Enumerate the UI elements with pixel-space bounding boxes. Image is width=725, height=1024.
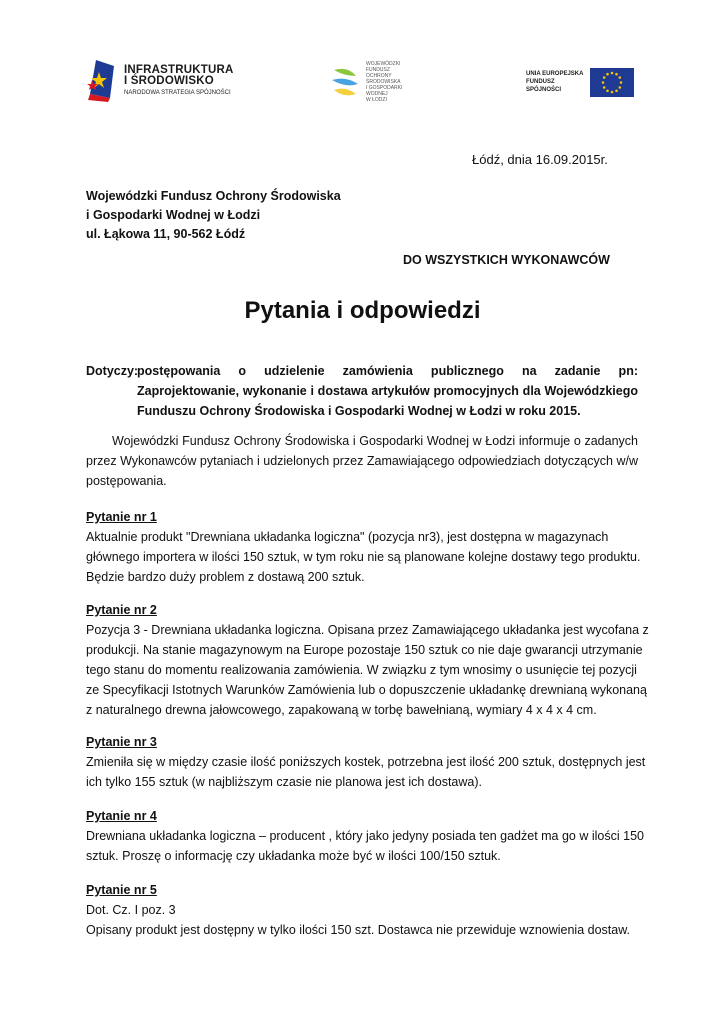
recipient: DO WSZYSTKICH WYKONAWCÓW	[403, 253, 610, 267]
wfos-line-3: I GOSPODARKI WODNEJ	[366, 85, 403, 97]
logo-line-1: INFRASTRUKTURA	[124, 63, 234, 76]
wfos-leaf-icon	[330, 66, 360, 98]
eu-line-1: UNIA EUROPEJSKA	[526, 71, 584, 77]
question-text-line: Dot. Cz. I poz. 3	[86, 903, 176, 917]
question-heading: Pytanie nr 3	[86, 735, 157, 749]
question-heading: Pytanie nr 1	[86, 510, 157, 524]
eu-line-2: FUNDUSZ SPÓJNOŚCI	[526, 79, 562, 93]
sender-address	[86, 187, 341, 244]
question-text-line: Będzie bardzo duży problem z dostawą 200 sztuk.	[86, 570, 365, 584]
question-text-line: głównego importera w ilości 150 sztuk, w tym roku nie są planowane kolejne dostawy tego produktu.	[86, 550, 641, 564]
question-text-line: Drewniana układanka logiczna – producent , który jako jedyny posiada ten gadżet ma go w ilości 150	[86, 829, 644, 843]
address-line-3: ul. Łąkowa 11, 90-562 Łódź	[86, 227, 246, 241]
question-text-line: Aktualnie produkt "Drewniana układanka logiczna" (pozycja nr3), jest dostępna w magazynach	[86, 530, 609, 544]
question-text-line: z naturalnego drewna jałowcowego, zapakowaną w torbę bawełnianą, wymiary 4 x 4 x 4 cm.	[86, 703, 597, 717]
poland-star-flag-icon	[86, 58, 118, 102]
question-text-line: ze Specyfikacji Istotnych Warunków Zamówienia lub o dopuszczenie układankę drewnianą wykonaną	[86, 683, 647, 697]
question-heading: Pytanie nr 2	[86, 603, 157, 617]
subject-label: Dotyczy:	[86, 364, 139, 378]
question-5	[86, 880, 642, 940]
document-date: Łódź, dnia 16.09.2015r.	[472, 152, 608, 167]
logo-line-3: NARODOWA STRATEGIA SPÓJNOŚCI	[124, 89, 231, 96]
question-heading: Pytanie nr 5	[86, 883, 157, 897]
question-text-line: Pozycja 3 - Drewniana układanka logiczna. Opisana przez Zamawiającego układanka jest wycofana z	[86, 623, 649, 637]
logo-line-2: I ŚRODOWISKO	[124, 75, 214, 87]
logo-wfos	[330, 63, 450, 101]
question-text-line: Opisany produkt jest dostępny w tylko ilości 150 szt. Dostawca nie przewiduje wznowienia dostaw.	[86, 923, 631, 937]
subject-block	[86, 361, 638, 421]
address-line-2: i Gospodarki Wodnej w Łodzi	[86, 208, 261, 222]
question-1	[86, 507, 642, 587]
question-2	[86, 600, 649, 720]
wfos-line-2: OCHRONY ŚRODOWISKA	[366, 73, 401, 85]
page-title: Pytania i odpowiedzi	[244, 297, 481, 324]
eu-flag-icon	[590, 68, 634, 97]
logo-infrastruktura-i-srodowisko	[86, 56, 241, 104]
logo-eu	[526, 67, 634, 97]
question-4	[86, 806, 642, 866]
question-text-line: tego stanu do momentu realizowania zamówienia. W związku z tym wnosimy o usunięcie tej pozycji	[86, 663, 637, 677]
address-line-1: Wojewódzki Fundusz Ochrony Środowiska	[86, 189, 341, 203]
wfos-line-1: WOJEWÓDZKI FUNDUSZ	[366, 61, 401, 73]
question-text-line: produkcji. Na stanie magazynowym na Europe pozostaje 150 sztuk co nie daje gwarancji utrzymanie	[86, 643, 643, 657]
question-text-line: ich tylko 155 sztuk (w najbliższym czasie nie planowa jest ich dostawa).	[86, 775, 483, 789]
wfos-line-4: W ŁODZI	[366, 97, 387, 103]
intro-paragraph: Wojewódzki Fundusz Ochrony Środowiska i Gospodarki Wodnej w Łodzi informuje o zadanych przez Wykonawców pytaniach i udzielonych przez Zamawiającego odpowiedziach dotyczących w/w postępowania.	[86, 434, 638, 488]
question-text-line: Zmieniła się w między czasie ilość poniższych kostek, potrzebna jest ilość 200 sztuk, dostępnych jest	[86, 755, 646, 769]
subject-text: postępowania o udzielenie zamówienia publicznego na zadanie pn: Zaprojektowanie, wykonanie i dostawa artykułów promocyjnych dla Wojewódzkiego Funduszu Ochrony Środowiska i Gospodarki Wodnej w Łodzi w roku 2015.	[137, 364, 638, 418]
question-text-line: sztuk. Proszę o informację czy układanka może być w ilości 100/150 sztuk.	[86, 849, 501, 863]
question-heading: Pytanie nr 4	[86, 809, 157, 823]
question-3	[86, 732, 646, 792]
